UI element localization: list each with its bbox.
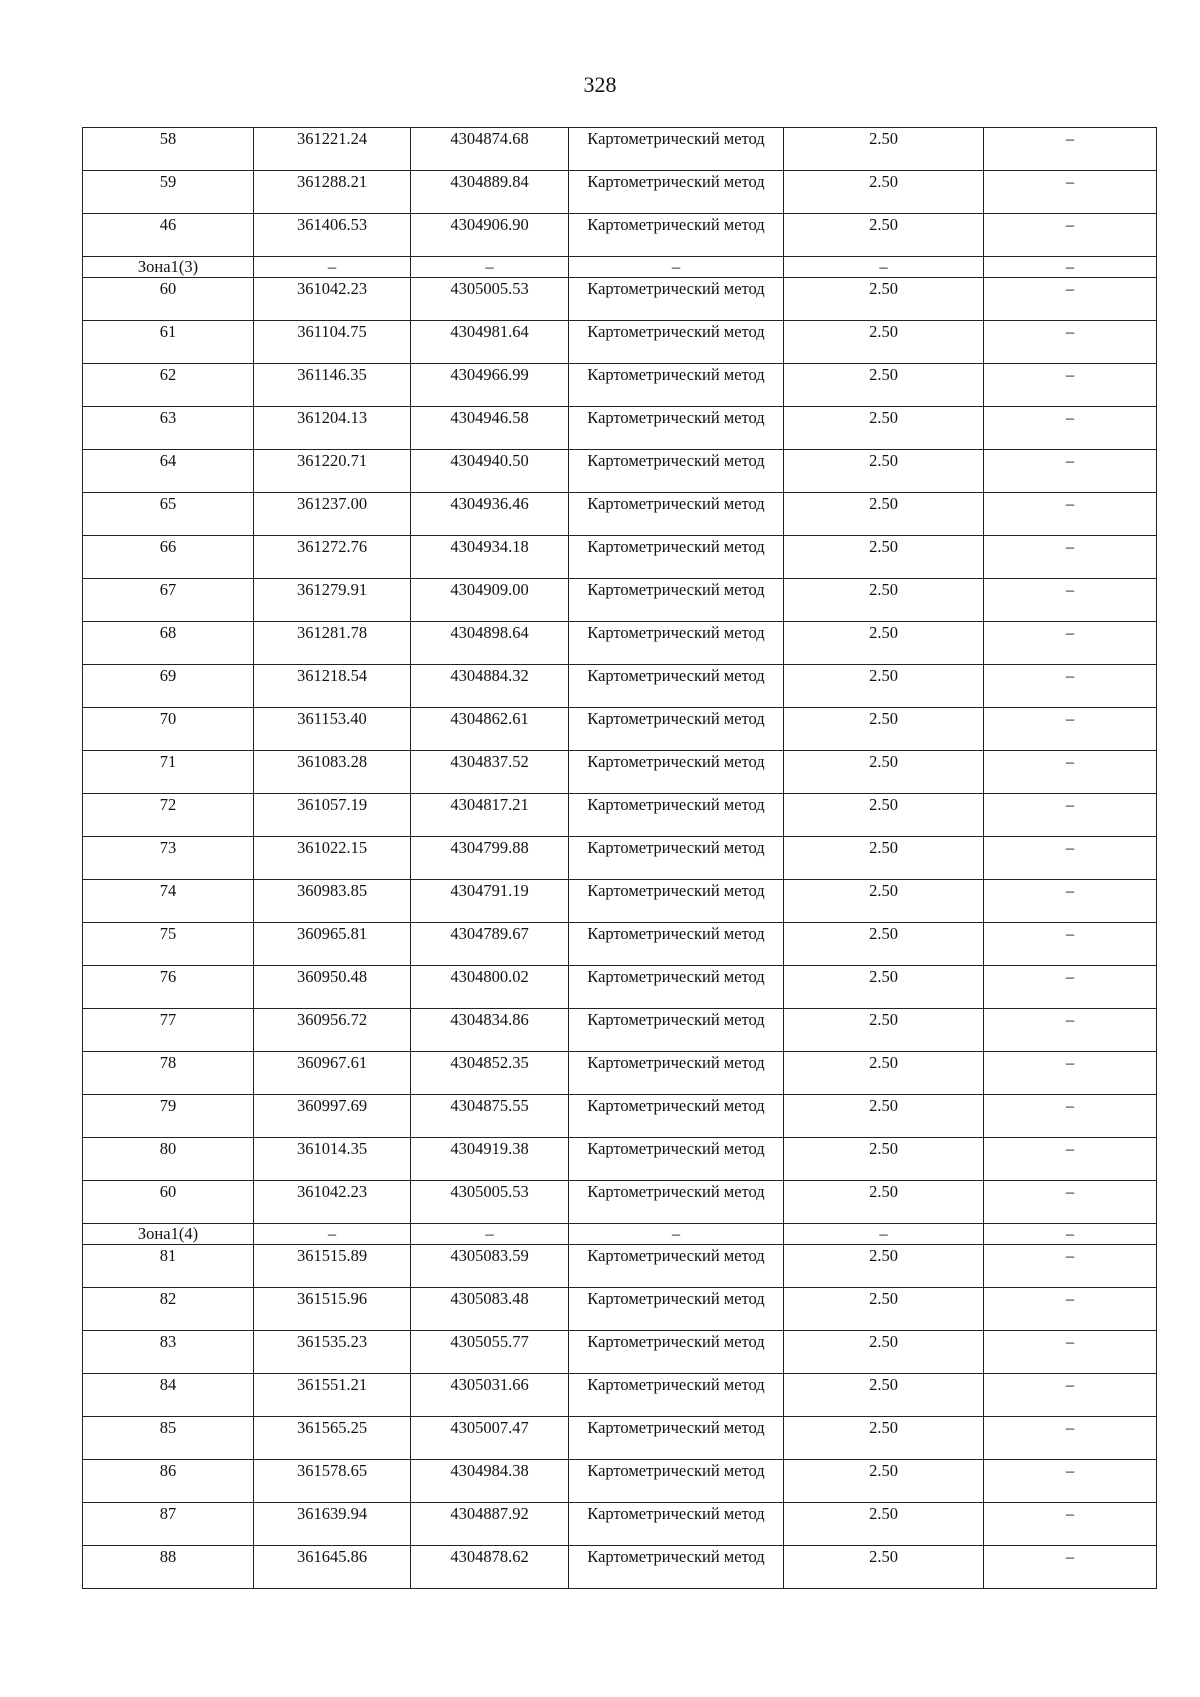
- precision-cell: 2.50: [784, 1052, 984, 1095]
- method-cell: Картометрический метод: [569, 128, 784, 171]
- y-coordinate-cell: 4304817.21: [411, 794, 569, 837]
- y-coordinate-cell: 4304800.02: [411, 966, 569, 1009]
- y-coordinate-cell: 4304919.38: [411, 1138, 569, 1181]
- x-coordinate-cell: 360997.69: [254, 1095, 411, 1138]
- point-number-cell: Зона1(3): [83, 257, 254, 278]
- point-number-cell: 85: [83, 1417, 254, 1460]
- x-coordinate-cell: 361014.35: [254, 1138, 411, 1181]
- point-number-cell: 82: [83, 1288, 254, 1331]
- method-cell: Картометрический метод: [569, 536, 784, 579]
- precision-cell: 2.50: [784, 923, 984, 966]
- point-number-cell: 63: [83, 407, 254, 450]
- y-coordinate-cell: 4304940.50: [411, 450, 569, 493]
- point-number-cell: 81: [83, 1245, 254, 1288]
- precision-cell: 2.50: [784, 880, 984, 923]
- method-cell: Картометрический метод: [569, 1417, 784, 1460]
- method-cell: Картометрический метод: [569, 665, 784, 708]
- table-row: [83, 536, 1157, 579]
- point-number-cell: 77: [83, 1009, 254, 1052]
- note-cell: –: [984, 364, 1157, 407]
- note-cell: –: [984, 1288, 1157, 1331]
- method-cell: Картометрический метод: [569, 751, 784, 794]
- y-coordinate-cell: 4304981.64: [411, 321, 569, 364]
- precision-cell: 2.50: [784, 1245, 984, 1288]
- method-cell: Картометрический метод: [569, 622, 784, 665]
- point-number-cell: 60: [83, 278, 254, 321]
- note-cell: –: [984, 171, 1157, 214]
- table-row: [83, 214, 1157, 257]
- note-cell: –: [984, 450, 1157, 493]
- x-coordinate-cell: 361279.91: [254, 579, 411, 622]
- precision-cell: 2.50: [784, 493, 984, 536]
- x-coordinate-cell: 361578.65: [254, 1460, 411, 1503]
- note-cell: –: [984, 1417, 1157, 1460]
- precision-cell: 2.50: [784, 665, 984, 708]
- table-row: [83, 880, 1157, 923]
- table-row: [83, 128, 1157, 171]
- note-cell: –: [984, 128, 1157, 171]
- method-cell: Картометрический метод: [569, 794, 784, 837]
- method-cell: Картометрический метод: [569, 1460, 784, 1503]
- x-coordinate-cell: 361042.23: [254, 278, 411, 321]
- table-row: [83, 794, 1157, 837]
- point-number-cell: 58: [83, 128, 254, 171]
- note-cell: –: [984, 1374, 1157, 1417]
- y-coordinate-cell: 4304878.62: [411, 1546, 569, 1589]
- method-cell: Картометрический метод: [569, 1095, 784, 1138]
- y-coordinate-cell: 4304834.86: [411, 1009, 569, 1052]
- method-cell: Картометрический метод: [569, 1503, 784, 1546]
- table-row: [83, 751, 1157, 794]
- y-coordinate-cell: –: [411, 1224, 569, 1245]
- table-row: [83, 665, 1157, 708]
- note-cell: –: [984, 214, 1157, 257]
- note-cell: –: [984, 923, 1157, 966]
- coordinates-table: [82, 127, 1157, 1589]
- y-coordinate-cell: 4304898.64: [411, 622, 569, 665]
- y-coordinate-cell: 4305005.53: [411, 278, 569, 321]
- note-cell: –: [984, 579, 1157, 622]
- x-coordinate-cell: 361645.86: [254, 1546, 411, 1589]
- method-cell: Картометрический метод: [569, 1331, 784, 1374]
- note-cell: –: [984, 1095, 1157, 1138]
- point-number-cell: 83: [83, 1331, 254, 1374]
- y-coordinate-cell: 4304984.38: [411, 1460, 569, 1503]
- precision-cell: 2.50: [784, 751, 984, 794]
- precision-cell: 2.50: [784, 622, 984, 665]
- note-cell: –: [984, 880, 1157, 923]
- point-number-cell: Зона1(4): [83, 1224, 254, 1245]
- coordinates-table-body: [83, 128, 1157, 1589]
- method-cell: Картометрический метод: [569, 450, 784, 493]
- precision-cell: 2.50: [784, 171, 984, 214]
- method-cell: Картометрический метод: [569, 171, 784, 214]
- y-coordinate-cell: 4304946.58: [411, 407, 569, 450]
- y-coordinate-cell: 4304884.32: [411, 665, 569, 708]
- precision-cell: 2.50: [784, 128, 984, 171]
- x-coordinate-cell: 361153.40: [254, 708, 411, 751]
- table-row: [83, 1052, 1157, 1095]
- note-cell: –: [984, 1052, 1157, 1095]
- zone-header-row: [83, 1224, 1157, 1245]
- table-row: [83, 622, 1157, 665]
- note-cell: –: [984, 1224, 1157, 1245]
- method-cell: Картометрический метод: [569, 923, 784, 966]
- table-row: [83, 1331, 1157, 1374]
- note-cell: –: [984, 1245, 1157, 1288]
- note-cell: –: [984, 1503, 1157, 1546]
- y-coordinate-cell: 4304791.19: [411, 880, 569, 923]
- point-number-cell: 46: [83, 214, 254, 257]
- point-number-cell: 87: [83, 1503, 254, 1546]
- point-number-cell: 70: [83, 708, 254, 751]
- method-cell: Картометрический метод: [569, 214, 784, 257]
- x-coordinate-cell: –: [254, 257, 411, 278]
- note-cell: –: [984, 751, 1157, 794]
- precision-cell: –: [784, 257, 984, 278]
- table-row: [83, 1181, 1157, 1224]
- table-row: [83, 1288, 1157, 1331]
- method-cell: Картометрический метод: [569, 278, 784, 321]
- precision-cell: 2.50: [784, 1181, 984, 1224]
- note-cell: –: [984, 321, 1157, 364]
- point-number-cell: 74: [83, 880, 254, 923]
- y-coordinate-cell: 4305083.59: [411, 1245, 569, 1288]
- note-cell: –: [984, 257, 1157, 278]
- point-number-cell: 68: [83, 622, 254, 665]
- method-cell: Картометрический метод: [569, 1546, 784, 1589]
- x-coordinate-cell: 361515.96: [254, 1288, 411, 1331]
- method-cell: –: [569, 1224, 784, 1245]
- x-coordinate-cell: 361022.15: [254, 837, 411, 880]
- note-cell: –: [984, 1181, 1157, 1224]
- method-cell: Картометрический метод: [569, 966, 784, 1009]
- table-row: [83, 493, 1157, 536]
- precision-cell: 2.50: [784, 536, 984, 579]
- x-coordinate-cell: 361146.35: [254, 364, 411, 407]
- point-number-cell: 59: [83, 171, 254, 214]
- point-number-cell: 79: [83, 1095, 254, 1138]
- point-number-cell: 67: [83, 579, 254, 622]
- precision-cell: 2.50: [784, 1138, 984, 1181]
- y-coordinate-cell: 4304789.67: [411, 923, 569, 966]
- precision-cell: 2.50: [784, 1009, 984, 1052]
- y-coordinate-cell: 4304966.99: [411, 364, 569, 407]
- note-cell: –: [984, 708, 1157, 751]
- point-number-cell: 66: [83, 536, 254, 579]
- precision-cell: 2.50: [784, 450, 984, 493]
- table-row: [83, 579, 1157, 622]
- x-coordinate-cell: 361535.23: [254, 1331, 411, 1374]
- point-number-cell: 60: [83, 1181, 254, 1224]
- table-row: [83, 1245, 1157, 1288]
- method-cell: Картометрический метод: [569, 1181, 784, 1224]
- point-number-cell: 84: [83, 1374, 254, 1417]
- precision-cell: 2.50: [784, 1331, 984, 1374]
- x-coordinate-cell: 361057.19: [254, 794, 411, 837]
- y-coordinate-cell: 4304909.00: [411, 579, 569, 622]
- x-coordinate-cell: 361220.71: [254, 450, 411, 493]
- method-cell: Картометрический метод: [569, 1009, 784, 1052]
- table-row: [83, 837, 1157, 880]
- precision-cell: 2.50: [784, 708, 984, 751]
- y-coordinate-cell: 4304936.46: [411, 493, 569, 536]
- precision-cell: 2.50: [784, 1546, 984, 1589]
- x-coordinate-cell: 361406.53: [254, 214, 411, 257]
- method-cell: Картометрический метод: [569, 493, 784, 536]
- point-number-cell: 73: [83, 837, 254, 880]
- precision-cell: 2.50: [784, 579, 984, 622]
- table-row: [83, 1374, 1157, 1417]
- note-cell: –: [984, 794, 1157, 837]
- table-row: [83, 450, 1157, 493]
- x-coordinate-cell: 361218.54: [254, 665, 411, 708]
- precision-cell: 2.50: [784, 1374, 984, 1417]
- method-cell: Картометрический метод: [569, 1138, 784, 1181]
- method-cell: Картометрический метод: [569, 364, 784, 407]
- y-coordinate-cell: –: [411, 257, 569, 278]
- table-row: [83, 1503, 1157, 1546]
- table-row: [83, 1460, 1157, 1503]
- y-coordinate-cell: 4305031.66: [411, 1374, 569, 1417]
- x-coordinate-cell: 361204.13: [254, 407, 411, 450]
- precision-cell: 2.50: [784, 966, 984, 1009]
- precision-cell: 2.50: [784, 1095, 984, 1138]
- zone-header-row: [83, 257, 1157, 278]
- y-coordinate-cell: 4304906.90: [411, 214, 569, 257]
- point-number-cell: 80: [83, 1138, 254, 1181]
- method-cell: Картометрический метод: [569, 880, 784, 923]
- note-cell: –: [984, 1460, 1157, 1503]
- x-coordinate-cell: 360965.81: [254, 923, 411, 966]
- note-cell: –: [984, 1546, 1157, 1589]
- note-cell: –: [984, 1331, 1157, 1374]
- point-number-cell: 88: [83, 1546, 254, 1589]
- note-cell: –: [984, 407, 1157, 450]
- note-cell: –: [984, 966, 1157, 1009]
- x-coordinate-cell: 360983.85: [254, 880, 411, 923]
- x-coordinate-cell: 361237.00: [254, 493, 411, 536]
- x-coordinate-cell: 361288.21: [254, 171, 411, 214]
- method-cell: Картометрический метод: [569, 579, 784, 622]
- x-coordinate-cell: 361281.78: [254, 622, 411, 665]
- note-cell: –: [984, 536, 1157, 579]
- x-coordinate-cell: 361104.75: [254, 321, 411, 364]
- x-coordinate-cell: 361083.28: [254, 751, 411, 794]
- precision-cell: –: [784, 1224, 984, 1245]
- table-row: [83, 923, 1157, 966]
- y-coordinate-cell: 4304874.68: [411, 128, 569, 171]
- x-coordinate-cell: 361551.21: [254, 1374, 411, 1417]
- x-coordinate-cell: 361042.23: [254, 1181, 411, 1224]
- y-coordinate-cell: 4305007.47: [411, 1417, 569, 1460]
- y-coordinate-cell: 4304887.92: [411, 1503, 569, 1546]
- point-number-cell: 78: [83, 1052, 254, 1095]
- table-row: [83, 364, 1157, 407]
- method-cell: Картометрический метод: [569, 407, 784, 450]
- note-cell: –: [984, 493, 1157, 536]
- page-number: 328: [583, 72, 617, 97]
- y-coordinate-cell: 4305005.53: [411, 1181, 569, 1224]
- table-row: [83, 321, 1157, 364]
- table-row: [83, 708, 1157, 751]
- precision-cell: 2.50: [784, 837, 984, 880]
- point-number-cell: 75: [83, 923, 254, 966]
- precision-cell: 2.50: [784, 1460, 984, 1503]
- x-coordinate-cell: 361221.24: [254, 128, 411, 171]
- note-cell: –: [984, 1009, 1157, 1052]
- point-number-cell: 64: [83, 450, 254, 493]
- y-coordinate-cell: 4304862.61: [411, 708, 569, 751]
- y-coordinate-cell: 4305055.77: [411, 1331, 569, 1374]
- table-row: [83, 966, 1157, 1009]
- precision-cell: 2.50: [784, 794, 984, 837]
- precision-cell: 2.50: [784, 321, 984, 364]
- x-coordinate-cell: 360967.61: [254, 1052, 411, 1095]
- point-number-cell: 86: [83, 1460, 254, 1503]
- x-coordinate-cell: 361565.25: [254, 1417, 411, 1460]
- precision-cell: 2.50: [784, 1417, 984, 1460]
- table-row: [83, 278, 1157, 321]
- point-number-cell: 62: [83, 364, 254, 407]
- y-coordinate-cell: 4304889.84: [411, 171, 569, 214]
- method-cell: Картометрический метод: [569, 1052, 784, 1095]
- y-coordinate-cell: 4304875.55: [411, 1095, 569, 1138]
- method-cell: Картометрический метод: [569, 321, 784, 364]
- note-cell: –: [984, 1138, 1157, 1181]
- method-cell: Картометрический метод: [569, 708, 784, 751]
- x-coordinate-cell: 360956.72: [254, 1009, 411, 1052]
- y-coordinate-cell: 4305083.48: [411, 1288, 569, 1331]
- point-number-cell: 65: [83, 493, 254, 536]
- precision-cell: 2.50: [784, 407, 984, 450]
- method-cell: Картометрический метод: [569, 837, 784, 880]
- method-cell: Картометрический метод: [569, 1288, 784, 1331]
- x-coordinate-cell: 360950.48: [254, 966, 411, 1009]
- table-row: [83, 171, 1157, 214]
- point-number-cell: 69: [83, 665, 254, 708]
- x-coordinate-cell: 361515.89: [254, 1245, 411, 1288]
- method-cell: Картометрический метод: [569, 1374, 784, 1417]
- table-row: [83, 1095, 1157, 1138]
- precision-cell: 2.50: [784, 214, 984, 257]
- precision-cell: 2.50: [784, 1288, 984, 1331]
- x-coordinate-cell: 361639.94: [254, 1503, 411, 1546]
- point-number-cell: 72: [83, 794, 254, 837]
- precision-cell: 2.50: [784, 364, 984, 407]
- point-number-cell: 71: [83, 751, 254, 794]
- table-row: [83, 407, 1157, 450]
- note-cell: –: [984, 837, 1157, 880]
- y-coordinate-cell: 4304837.52: [411, 751, 569, 794]
- point-number-cell: 61: [83, 321, 254, 364]
- note-cell: –: [984, 665, 1157, 708]
- table-row: [83, 1546, 1157, 1589]
- note-cell: –: [984, 622, 1157, 665]
- y-coordinate-cell: 4304852.35: [411, 1052, 569, 1095]
- x-coordinate-cell: –: [254, 1224, 411, 1245]
- method-cell: –: [569, 257, 784, 278]
- note-cell: –: [984, 278, 1157, 321]
- x-coordinate-cell: 361272.76: [254, 536, 411, 579]
- precision-cell: 2.50: [784, 1503, 984, 1546]
- precision-cell: 2.50: [784, 278, 984, 321]
- y-coordinate-cell: 4304799.88: [411, 837, 569, 880]
- table-row: [83, 1009, 1157, 1052]
- table-row: [83, 1417, 1157, 1460]
- method-cell: Картометрический метод: [569, 1245, 784, 1288]
- y-coordinate-cell: 4304934.18: [411, 536, 569, 579]
- table-row: [83, 1138, 1157, 1181]
- point-number-cell: 76: [83, 966, 254, 1009]
